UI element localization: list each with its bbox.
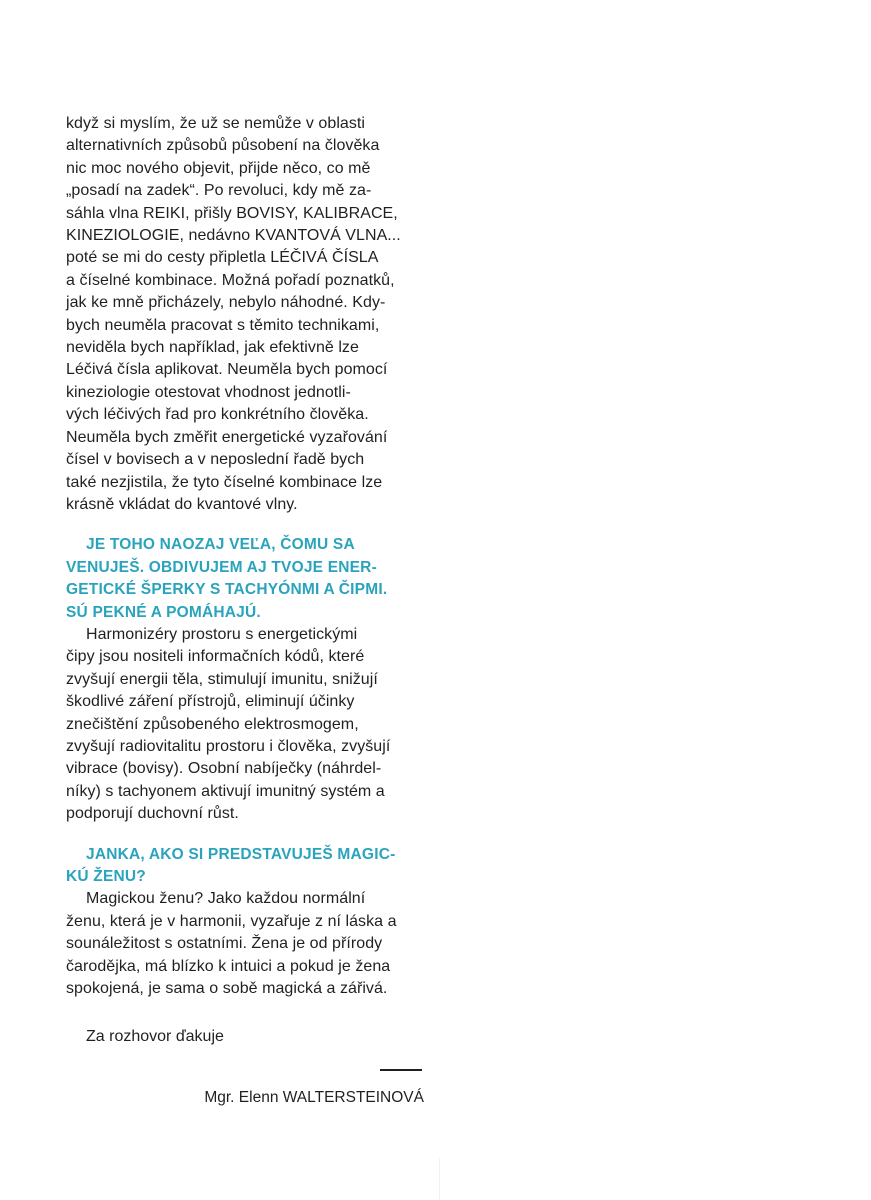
question-line: JANKA, AKO SI PREDSTAVUJEŠ MAGIC- bbox=[86, 845, 396, 863]
answer-line: níky) s tachyonem aktivují imunitný systém a bbox=[66, 782, 385, 800]
answer-line: zvyšují energii těla, stimulují imunitu, snižují bbox=[66, 670, 378, 688]
intro-line: Neuměla bych změřit energetické vyzařování bbox=[66, 428, 388, 446]
intro-paragraph bbox=[66, 113, 424, 516]
intro-line: a číselné kombinace. Možná pořadí poznatků, bbox=[66, 271, 395, 289]
intro-line: „posadí na zadek“. Po revoluci, kdy mě za- bbox=[66, 182, 372, 200]
intro-line: poté se mi do cesty připletla LÉČIVÁ ČÍSLA bbox=[66, 249, 379, 267]
signature-divider bbox=[380, 1069, 422, 1071]
intro-line: jak ke mně přicházely, nebylo náhodné. Kdy- bbox=[66, 294, 386, 312]
answer-line: Harmonizéry prostoru s energetickými bbox=[86, 625, 358, 643]
intro-line: neviděla bych například, jak efektivně lze bbox=[66, 339, 359, 357]
answer-line: podporují duchovní růst. bbox=[66, 805, 239, 823]
answer-line: znečištění způsobeného elektrosmogem, bbox=[66, 715, 359, 733]
question-line: KÚ ŽENU? bbox=[66, 868, 146, 885]
answer-line: škodlivé záření přístrojů, eliminují účinky bbox=[66, 693, 355, 711]
answer-line: spokojená, je sama o sobě magická a zářivá. bbox=[66, 980, 388, 998]
author-signature: Mgr. Elenn WALTERSTEINOVÁ bbox=[204, 1089, 424, 1106]
intro-line: nic moc nového objevit, přijde něco, co mě bbox=[66, 159, 371, 177]
intro-line: alternativních způsobů působení na člověka bbox=[66, 137, 380, 155]
article-column bbox=[66, 113, 424, 1049]
intro-line: krásně vkládat do kvantové vlny. bbox=[66, 495, 298, 513]
intro-line: KINEZIOLOGIE, nedávno KVANTOVÁ VLNA... bbox=[66, 227, 401, 245]
column-divider bbox=[439, 1158, 440, 1200]
question-line: JE TOHO NAOZAJ VEĽA, ČOMU SA bbox=[86, 536, 355, 554]
intro-line: také nezjistila, že tyto číselné kombinace lze bbox=[66, 473, 383, 491]
answer-line: ženu, která je v harmonii, vyzařuje z ní láska a bbox=[66, 912, 397, 930]
interview-question-1 bbox=[66, 534, 424, 624]
intro-line: když si myslím, že už se nemůže v oblasti bbox=[66, 115, 366, 132]
interview-answer-1 bbox=[66, 624, 424, 826]
answer-line: Magickou ženu? Jako každou normální bbox=[86, 890, 366, 908]
answer-line: čipy jsou nositeli informačních kódů, které bbox=[66, 648, 365, 666]
answer-line: čarodějka, má blízko k intuici a pokud je žena bbox=[66, 957, 391, 975]
interview-answer-2 bbox=[66, 888, 424, 1000]
intro-line: Léčivá čísla aplikovat. Neuměla bych pomocí bbox=[66, 361, 388, 379]
question-line: GETICKÉ ŠPERKY S TACHYÓNMI A ČIPMI. bbox=[66, 581, 388, 599]
closing-thanks: Za rozhovor ďakuje bbox=[86, 1028, 224, 1046]
intro-line: kineziologie otestovat vhodnost jednotli- bbox=[66, 383, 351, 401]
intro-line: bych neuměla pracovat s těmito technikami, bbox=[66, 316, 380, 334]
answer-line: zvyšují radiovitalitu prostoru i člověka, zvyšují bbox=[66, 737, 391, 755]
intro-line: sáhla vlna REIKI, přišly BOVISY, KALIBRACE, bbox=[66, 204, 398, 222]
intro-line: vých léčivých řad pro konkrétního člověka. bbox=[66, 406, 369, 424]
interview-question-2 bbox=[66, 844, 424, 889]
answer-line: sounáležitost s ostatními. Žena je od přírody bbox=[66, 935, 383, 953]
question-line: SÚ PEKNÉ A POMÁHAJÚ. bbox=[66, 603, 261, 621]
intro-line: čísel v bovisech a v neposlední řadě bych bbox=[66, 451, 365, 469]
answer-line: vibrace (bovisy). Osobní nabíječky (náhrdel- bbox=[66, 760, 382, 778]
question-line: VENUJEŠ. OBDIVUJEM AJ TVOJE ENER- bbox=[66, 558, 377, 576]
